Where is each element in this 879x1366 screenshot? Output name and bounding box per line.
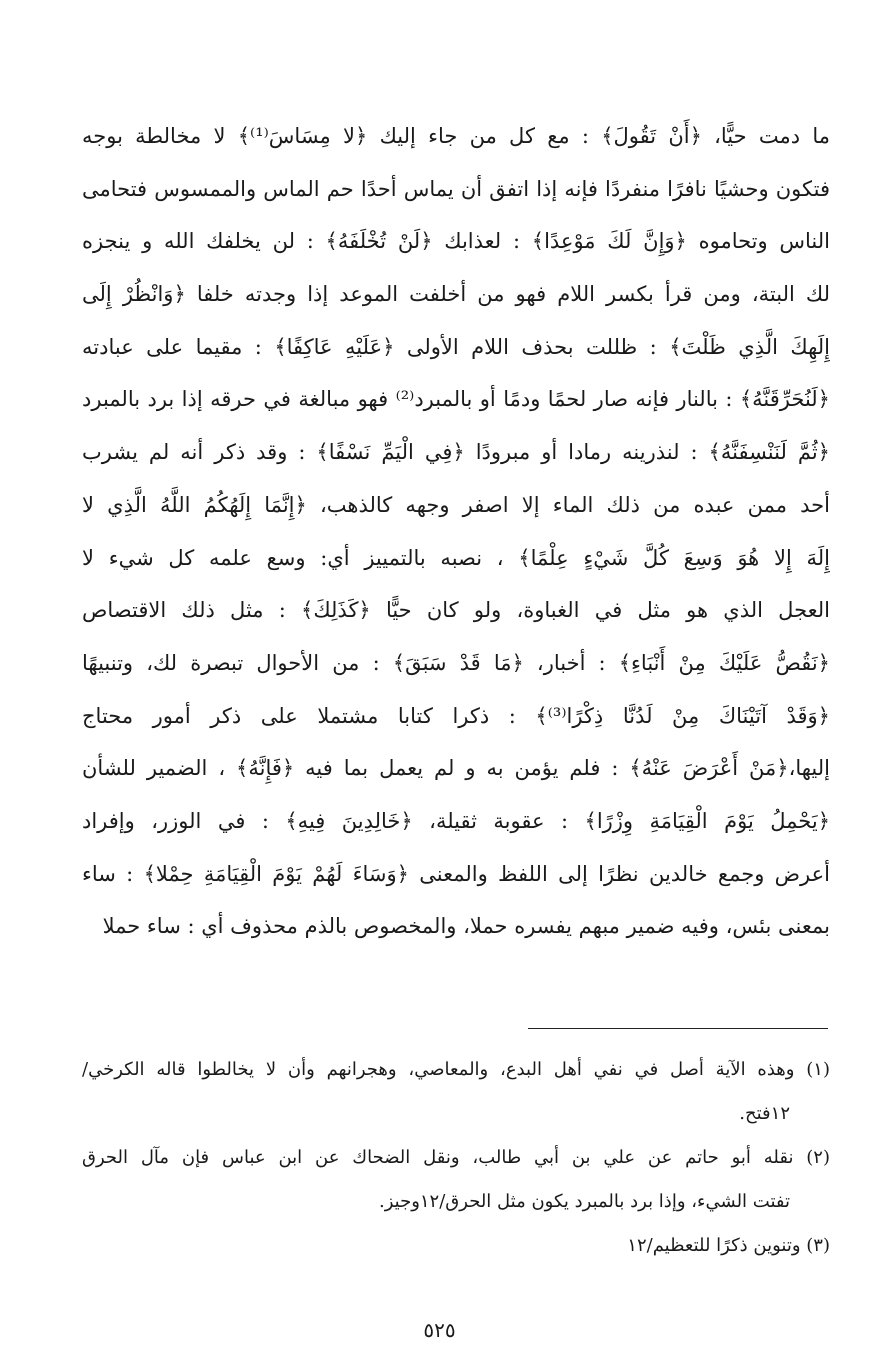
text-line: ما دمت حيًّا، ﴿أَنْ تَقُولَ﴾ : مع كل من جاء إليك ﴿لا مِسَاسَ⁽¹⁾﴾ لا مخالطة بوجه (82, 124, 830, 148)
text-line: العجل الذي هو مثل في الغباوة، ولو كان حيًّا ﴿كَذَلِكَ﴾ : مثل ذلك الاقتصاص (82, 598, 830, 623)
text-line: إِلَهَ إِلا هُوَ وَسِعَ كُلَّ شَيْءٍ عِلْمًا﴾ ، نصبه بالتمييز أي: وسع علمه كل شيء لا (82, 545, 830, 570)
footnote-3-line: (٣) وتنوين ذكرًا للتعظيم/١٢ (627, 1235, 830, 1256)
text-line: ﴿يَحْمِلُ يَوْمَ الْقِيَامَةِ وِزْرًا﴾ : عقوبة ثقيلة، ﴿خَالِدِينَ فِيهِ﴾ : في الوزر، وإفراد (82, 808, 830, 833)
text-line: ﴿وَقَدْ آتَيْنَاكَ مِنْ لَدُنَّا ذِكْرًا⁽³⁾﴾ : ذكرا كتابا مشتملا على ذكر أمور محتاج (82, 703, 830, 728)
page-number: ٥٢٥ (423, 1318, 456, 1342)
text-line: ﴿ثُمَّ لَنَنْسِفَنَّهُ﴾ : لنذرينه رمادا أو مبرودًا ﴿فِي الْيَمِّ نَسْفًا﴾ : وقد ذكر أنه لم يشرب (82, 440, 830, 465)
text-line: إليها،﴿مَنْ أَعْرَضَ عَنْهُ﴾ : فلم يؤمن به و لم يعمل بما فيه ﴿فَإِنَّهُ﴾ ، الضمير للشأن (82, 756, 830, 781)
text-line: ﴿نَقُصُّ عَلَيْكَ مِنْ أَنْبَاءِ﴾ : أخبار، ﴿مَا قَدْ سَبَقَ﴾ : من الأحوال تبصرة لك، وتنبيهًا (82, 650, 830, 675)
footnote-divider (528, 1028, 828, 1029)
footnotes-block (82, 1048, 830, 1268)
footnote-2-line: (٢) نقله أبو حاتم عن علي بن أبي طالب، ونقل الضحاك عن ابن عباس فإن مآل الحرق (82, 1147, 830, 1168)
text-line: أعرض وجمع خالدين نظرًا إلى اللفظ والمعنى ﴿وَسَاءَ لَهُمْ يَوْمَ الْقِيَامَةِ حِمْلا﴾ : ساء (82, 861, 830, 886)
footnote-1-line: (١) وهذه الآية أصل في نفي أهل البدع، والمعاصي، وهجرانهم وأن لا يخالطوا قاله الكرخي/ (82, 1059, 830, 1080)
footnote-2-line: تفتت الشيء، وإذا برد بالمبرد يكون مثل الحرق/١٢وجيز. (378, 1191, 790, 1212)
text-line: الناس وتحاموه ﴿وَإِنَّ لَكَ مَوْعِدًا﴾ : لعذابك ﴿لَنْ تُخْلَفَهُ﴾ : لن يخلفك الله و ينجزه (82, 229, 830, 254)
text-line: إِلَهِكَ الَّذِي ظَلْتَ﴾ : ظللت بحذف اللام الأولى ﴿عَلَيْهِ عَاكِفًا﴾ : مقيما على عبادته (82, 334, 830, 359)
footnote-1-line: ١٢فتح. (739, 1103, 790, 1124)
text-line: أحد ممن عبده من ذلك الماء إلا اصفر وجهه كالذهب، ﴿إِنَّمَا إِلَهُكُمُ اللَّهُ الَّذِي لا (82, 492, 830, 517)
main-text-block (82, 110, 830, 953)
text-line: فتكون وحشيًا نافرًا منفردًا فإنه إذا اتفق أن يماس أحدًا حم الماس والممسوس فتحامى (82, 176, 830, 201)
text-line: بمعنى بئس، وفيه ضمير مبهم يفسره حملا، والمخصوص بالذم محذوف أي : ساء حملا (102, 914, 830, 939)
text-line: لك البتة، ومن قرأ بكسر اللام فهو من أخلفت الموعد إذا وجدته خلفا ﴿وَانْظُرْ إِلَى (82, 282, 830, 307)
text-line: ﴿لَنُحَرِّقَنَّهُ﴾ : بالنار فإنه صار لحمًا ودمًا أو بالمبرد⁽²⁾ فهو مبالغة في حرقه إذا برد بالمبرد (82, 387, 830, 412)
